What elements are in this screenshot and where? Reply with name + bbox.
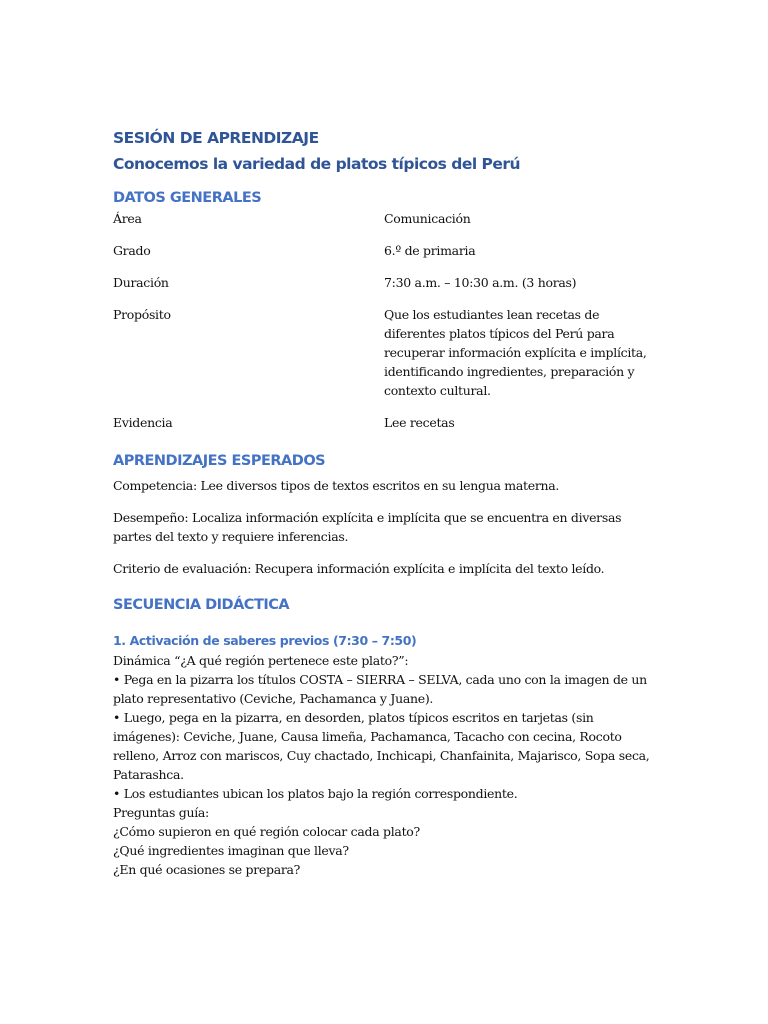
step1-bullet-titles: • Pega en la pizarra los títulos COSTA – SIERRA – SELVA, cada uno con la imagen de un plato representativo (Ceviche, Pachamanca y Juane). xyxy=(113,672,647,706)
table-row xyxy=(113,292,653,400)
step1-title: 1. Activación de saberes previos (7:30 – 7:50) xyxy=(113,633,417,648)
pregunta-1: ¿Cómo supieron en qué región colocar cada plato? xyxy=(113,824,420,839)
step1-bullet-cards: • Luego, pega en la pizarra, en desorden, platos típicos escritos en tarjetas (sin imágenes): Ceviche, Juane, Causa limeña, Pachamanca, Tacacho con cecina, Rocoto relleno, Arroz con mariscos, Cuy chactado, Inchicapi, Chanfainita, Majarisco, Sopa seca, Patarashca. xyxy=(113,710,650,782)
preguntas-guia-label: Preguntas guía: xyxy=(113,805,209,820)
criterio-text: Criterio de evaluación: Recupera información explícita e implícita del texto leído. xyxy=(113,561,605,576)
row-value-duracion: 7:30 a.m. – 10:30 a.m. (3 horas) xyxy=(384,275,577,290)
table-row xyxy=(113,228,653,260)
table-row xyxy=(113,209,653,228)
row-value-evidencia: Lee recetas xyxy=(384,415,455,430)
pregunta-2: ¿Qué ingredientes imaginan que lleva? xyxy=(113,843,349,858)
row-value-proposito: Que los estudiantes lean recetas de diferentes platos típicos del Perú para recuperar información explícita e implícita, identificando ingredientes, preparación y contexto cultural. xyxy=(384,307,647,398)
session-title: Conocemos la variedad de platos típicos del Perú xyxy=(113,155,521,173)
row-value-grado: 6.º de primaria xyxy=(384,243,476,258)
competencia-text: Competencia: Lee diversos tipos de textos escritos en su lengua materna. xyxy=(113,478,560,493)
table-row xyxy=(113,400,653,432)
row-label-duracion: Duración xyxy=(113,275,169,290)
table-row xyxy=(113,260,653,292)
datos-generales-heading: DATOS GENERALES xyxy=(113,190,262,206)
step1-dinamica: Dinámica “¿A qué región pertenece este plato?”: xyxy=(113,653,409,668)
row-label-proposito: Propósito xyxy=(113,307,171,322)
session-label: SESIÓN DE APRENDIZAJE xyxy=(113,129,319,147)
document-content xyxy=(113,125,653,879)
row-value-area: Comunicación xyxy=(384,211,471,226)
row-label-grado: Grado xyxy=(113,243,151,258)
desempeno-text: Desempeño: Localiza información explícita e implícita que se encuentra en diversas partes del texto y requiere inferencias. xyxy=(113,510,622,544)
secuencia-heading: SECUENCIA DIDÁCTICA xyxy=(113,597,290,613)
step1-bullet-ubican: • Los estudiantes ubican los platos bajo la región correspondiente. xyxy=(113,786,518,801)
row-label-area: Área xyxy=(113,211,142,226)
aprendizajes-heading: APRENDIZAJES ESPERADOS xyxy=(113,453,326,469)
pregunta-3: ¿En qué ocasiones se prepara? xyxy=(113,862,301,877)
datos-generales-table xyxy=(113,209,653,432)
row-label-evidencia: Evidencia xyxy=(113,415,173,430)
